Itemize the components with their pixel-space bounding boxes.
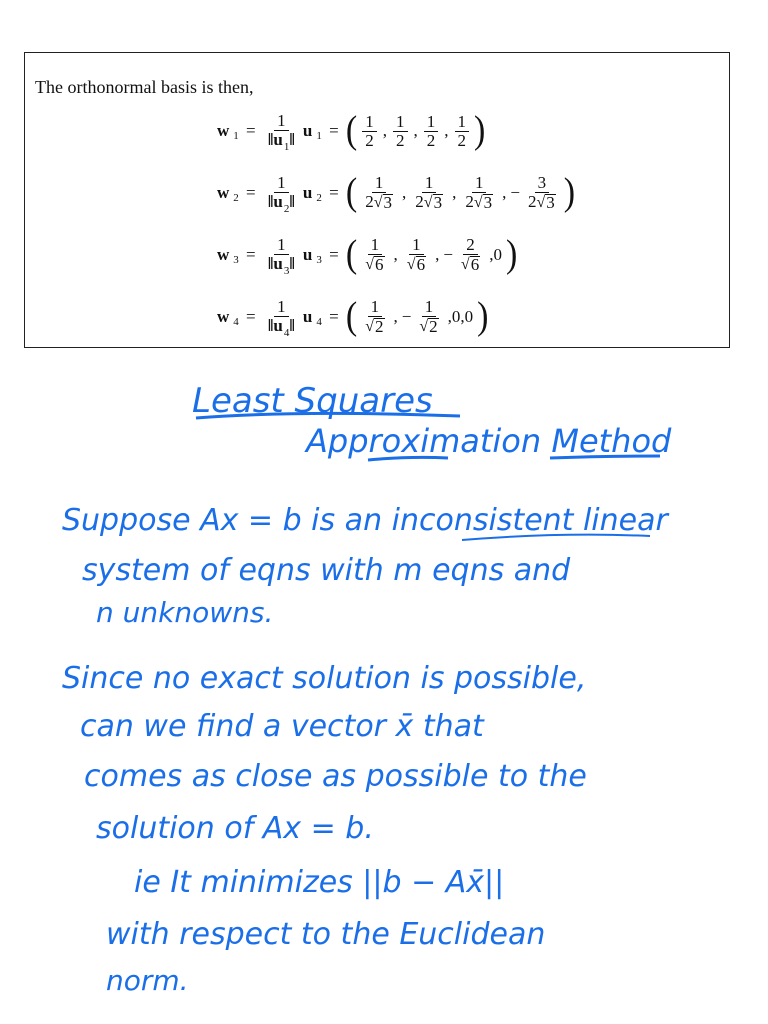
- notes-canvas: [0, 360, 768, 1000]
- vector-w-label: w: [217, 183, 230, 202]
- note-line: system of eqns with m eqns and: [82, 553, 571, 588]
- normalizer-fraction: $\frac{1}{‖u_1‖}$: [267, 110, 295, 153]
- handwritten-notes: [0, 360, 768, 1000]
- note-line: comes as close as possible to the: [84, 759, 587, 794]
- note-line: solution of Ax = b.: [96, 811, 374, 846]
- note-line: n unknowns.: [96, 596, 274, 629]
- note-line: Since no exact solution is possible,: [62, 661, 587, 696]
- subscript: 1: [233, 130, 239, 142]
- equation-w4: w 4 = $\frac{1}{‖u_4‖}$ u 4 = ( 1 √ 2 , − 1 √ 2 ,0,0 ): [217, 295, 489, 339]
- notes-title-line1: Least Squares: [192, 381, 433, 421]
- vector-w-label: w: [217, 121, 230, 140]
- note-line: can we find a vector x̄ that: [80, 709, 484, 744]
- notes-title-line2: Approximation Method: [306, 422, 672, 460]
- note-line: norm.: [106, 964, 189, 997]
- note-line: Suppose Ax = b is an inconsistent linear: [62, 503, 668, 538]
- note-line: ie It minimizes ||b − Ax̄||: [134, 865, 505, 900]
- equation-w3: w 3 = $\frac{1}{‖u_3‖}$ u 3 = ( 1 √ 6 , 1 √ 6 , − 2 √ 6 ,0 ): [217, 233, 518, 277]
- equation-w1: w 1 = $\frac{1}{‖u_1‖}$ u 1 = ( $\frac{1}{2}$ , $\frac{1}{2}$ , $\frac{1}{2}$ , $\frac{1}{2}$ ): [217, 109, 486, 153]
- equation-w2: w 2 = $\frac{1}{‖u_2‖}$ u 2 = ( 1 2 √ 3 , 1 2 √ 3 , 1 2 √ 3 , − 3 2 √ 3 ): [217, 171, 576, 215]
- basis-intro-text: The orthonormal basis is then,: [35, 77, 254, 97]
- orthonormal-basis-box: [24, 52, 730, 348]
- vector-u-label: u: [302, 121, 313, 140]
- note-line: with respect to the Euclidean: [106, 917, 546, 952]
